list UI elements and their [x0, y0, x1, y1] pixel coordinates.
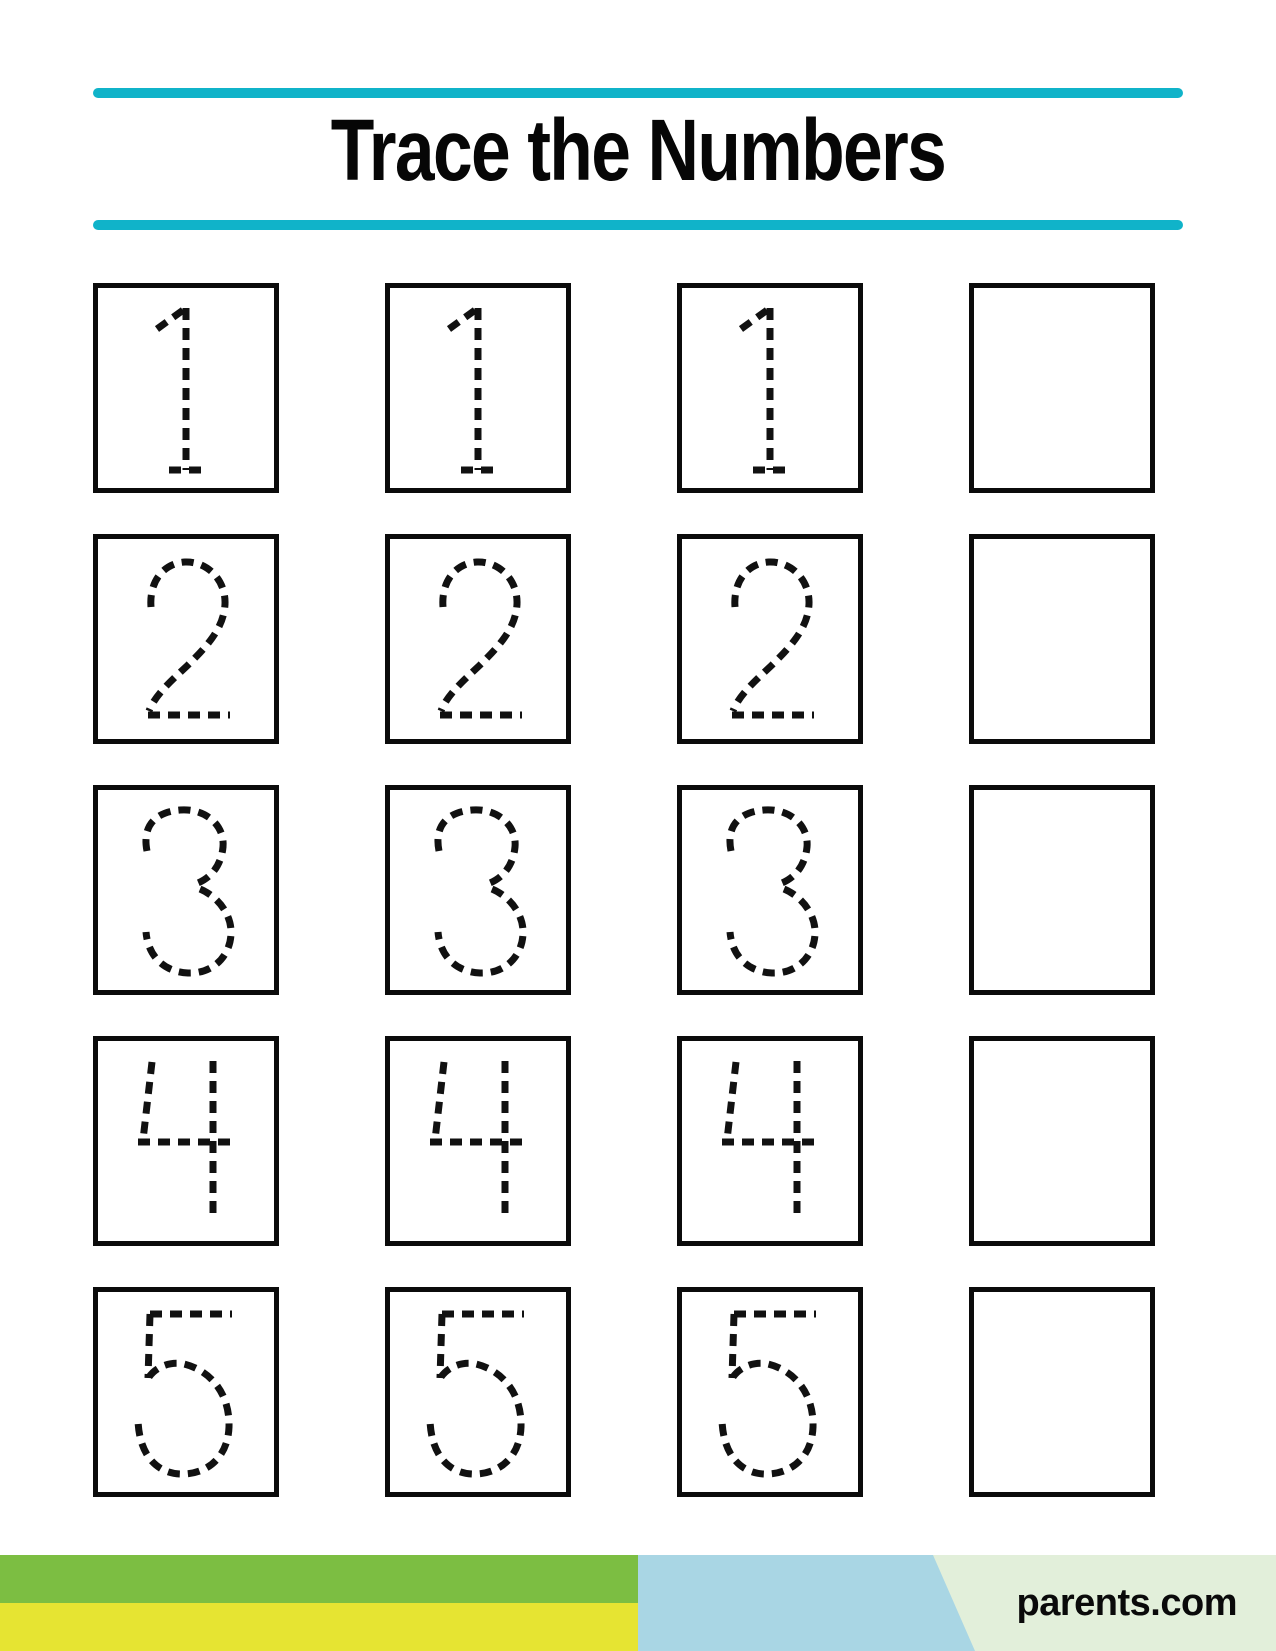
- trace-cell-digit-1: [677, 283, 863, 493]
- trace-cell-digit-1: [385, 283, 571, 493]
- trace-cell-digit-5: [93, 1287, 279, 1497]
- dashed-digit-2: [677, 534, 863, 744]
- dashed-digit-1: [385, 283, 571, 493]
- trace-cell-digit-4: [385, 1036, 571, 1246]
- dashed-digit-4: [385, 1036, 571, 1246]
- trace-cell-digit-3: [385, 785, 571, 995]
- trace-cell-digit-2: [677, 534, 863, 744]
- footer-banner: [0, 1555, 1276, 1651]
- trace-cell-digit-3: [677, 785, 863, 995]
- footer-yellow-band: [0, 1603, 638, 1651]
- practice-cell-empty: [969, 785, 1155, 995]
- trace-cell-digit-5: [385, 1287, 571, 1497]
- trace-grid: [93, 283, 1155, 1497]
- dashed-digit-2: [93, 534, 279, 744]
- dashed-digit-3: [93, 785, 279, 995]
- dashed-digit-3: [385, 785, 571, 995]
- footer-blue-shape: [638, 1555, 975, 1651]
- footer-green-band: [0, 1555, 638, 1603]
- trace-cell-digit-3: [93, 785, 279, 995]
- dashed-digit-4: [677, 1036, 863, 1246]
- practice-cell-empty: [969, 1287, 1155, 1497]
- header-rule-bottom: [93, 220, 1183, 230]
- dashed-digit-5: [385, 1287, 571, 1497]
- page-title: Trace the Numbers: [330, 102, 946, 199]
- dashed-digit-2: [385, 534, 571, 744]
- header-rule-top: [93, 88, 1183, 98]
- trace-cell-digit-1: [93, 283, 279, 493]
- practice-cell-empty: [969, 1036, 1155, 1246]
- trace-cell-digit-4: [93, 1036, 279, 1246]
- practice-cell-empty: [969, 283, 1155, 493]
- dashed-digit-1: [677, 283, 863, 493]
- practice-cell-empty: [969, 534, 1155, 744]
- dashed-digit-5: [677, 1287, 863, 1497]
- brand-logo-text: parents.com: [1016, 1581, 1237, 1624]
- dashed-digit-4: [93, 1036, 279, 1246]
- dashed-digit-5: [93, 1287, 279, 1497]
- trace-cell-digit-2: [385, 534, 571, 744]
- dashed-digit-3: [677, 785, 863, 995]
- trace-cell-digit-5: [677, 1287, 863, 1497]
- trace-cell-digit-4: [677, 1036, 863, 1246]
- dashed-digit-1: [93, 283, 279, 493]
- trace-cell-digit-2: [93, 534, 279, 744]
